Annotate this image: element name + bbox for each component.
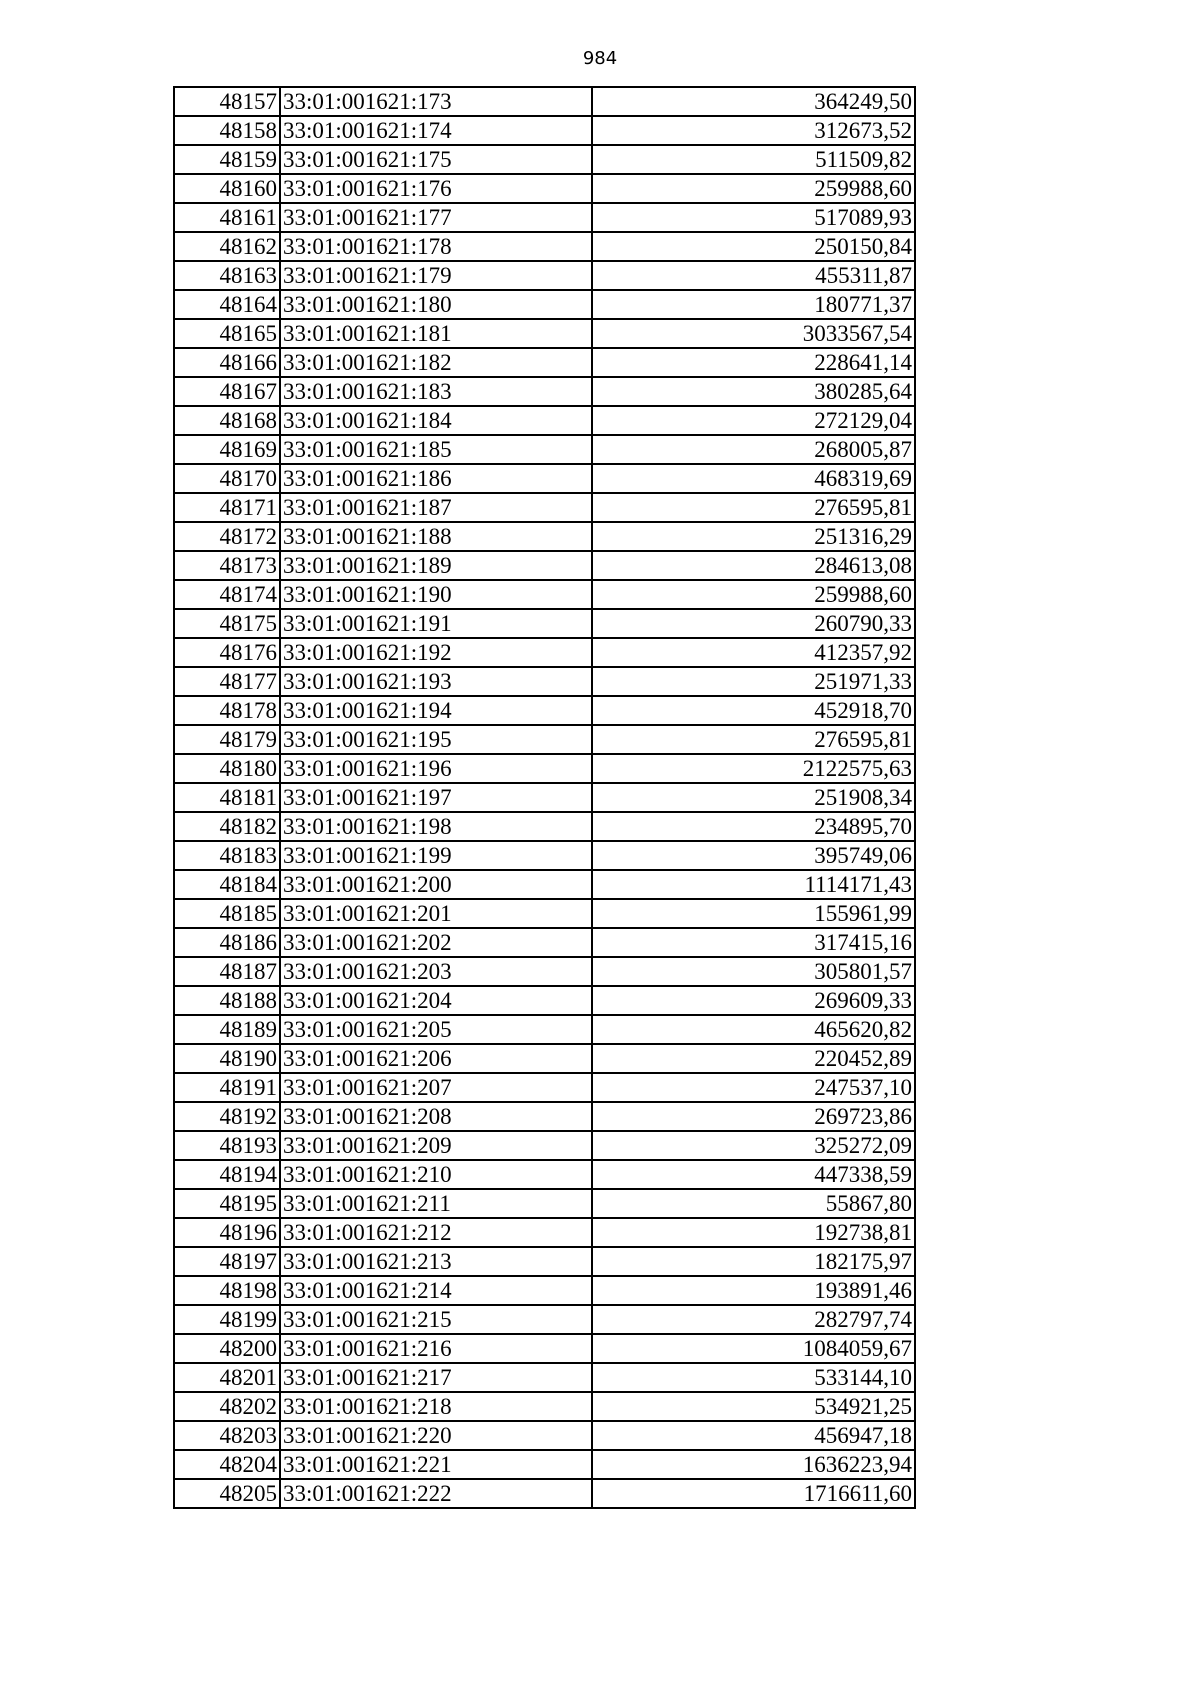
- row-number-cell: 48184: [174, 870, 280, 899]
- table-row: [174, 551, 915, 580]
- table-row: [174, 1247, 915, 1276]
- cadastral-number-cell: 33:01:001621:193: [280, 667, 592, 696]
- cadastral-number-cell: 33:01:001621:217: [280, 1363, 592, 1392]
- cadastral-number-cell: 33:01:001621:210: [280, 1160, 592, 1189]
- cadastral-value-cell: 452918,70: [592, 696, 915, 725]
- row-number-cell: 48165: [174, 319, 280, 348]
- cadastral-value-cell: 272129,04: [592, 406, 915, 435]
- table-row: [174, 1160, 915, 1189]
- row-number-cell: 48202: [174, 1392, 280, 1421]
- cadastral-value-cell: 251316,29: [592, 522, 915, 551]
- table-row: [174, 812, 915, 841]
- cadastral-value-cell: 534921,25: [592, 1392, 915, 1421]
- row-number-cell: 48168: [174, 406, 280, 435]
- cadastral-number-cell: 33:01:001621:180: [280, 290, 592, 319]
- cadastral-number-cell: 33:01:001621:176: [280, 174, 592, 203]
- cadastral-value-cell: 276595,81: [592, 493, 915, 522]
- row-number-cell: 48163: [174, 261, 280, 290]
- table-row: [174, 493, 915, 522]
- table-row: [174, 899, 915, 928]
- cadastral-value-cell: 312673,52: [592, 116, 915, 145]
- row-number-cell: 48179: [174, 725, 280, 754]
- row-number-cell: 48188: [174, 986, 280, 1015]
- row-number-cell: 48172: [174, 522, 280, 551]
- cadastral-value-cell: 259988,60: [592, 174, 915, 203]
- table-row: [174, 1073, 915, 1102]
- row-number-cell: 48193: [174, 1131, 280, 1160]
- row-number-cell: 48199: [174, 1305, 280, 1334]
- table-row: [174, 609, 915, 638]
- table-row: [174, 1015, 915, 1044]
- row-number-cell: 48178: [174, 696, 280, 725]
- cadastral-value-cell: 1114171,43: [592, 870, 915, 899]
- cadastral-number-cell: 33:01:001621:220: [280, 1421, 592, 1450]
- row-number-cell: 48175: [174, 609, 280, 638]
- cadastral-number-cell: 33:01:001621:189: [280, 551, 592, 580]
- cadastral-number-cell: 33:01:001621:184: [280, 406, 592, 435]
- cadastral-value-cell: 247537,10: [592, 1073, 915, 1102]
- row-number-cell: 48187: [174, 957, 280, 986]
- row-number-cell: 48181: [174, 783, 280, 812]
- table-row: [174, 435, 915, 464]
- cadastral-number-cell: 33:01:001621:175: [280, 145, 592, 174]
- cadastral-value-cell: 276595,81: [592, 725, 915, 754]
- row-number-cell: 48157: [174, 87, 280, 116]
- row-number-cell: 48196: [174, 1218, 280, 1247]
- cadastral-value-cell: 468319,69: [592, 464, 915, 493]
- table-row: [174, 1392, 915, 1421]
- row-number-cell: 48189: [174, 1015, 280, 1044]
- row-number-cell: 48200: [174, 1334, 280, 1363]
- cadastral-value-cell: 251971,33: [592, 667, 915, 696]
- row-number-cell: 48185: [174, 899, 280, 928]
- cadastral-value-cell: 234895,70: [592, 812, 915, 841]
- cadastral-number-cell: 33:01:001621:222: [280, 1479, 592, 1508]
- table-row: [174, 1334, 915, 1363]
- table-row: [174, 1276, 915, 1305]
- cadastral-value-cell: 220452,89: [592, 1044, 915, 1073]
- cadastral-number-cell: 33:01:001621:195: [280, 725, 592, 754]
- cadastral-number-cell: 33:01:001621:202: [280, 928, 592, 957]
- cadastral-value-cell: 269609,33: [592, 986, 915, 1015]
- cadastral-number-cell: 33:01:001621:187: [280, 493, 592, 522]
- cadastral-value-cell: 182175,97: [592, 1247, 915, 1276]
- row-number-cell: 48174: [174, 580, 280, 609]
- row-number-cell: 48158: [174, 116, 280, 145]
- row-number-cell: 48160: [174, 174, 280, 203]
- table-body: [174, 87, 915, 1508]
- cadastral-number-cell: 33:01:001621:205: [280, 1015, 592, 1044]
- cadastral-number-cell: 33:01:001621:188: [280, 522, 592, 551]
- cadastral-number-cell: 33:01:001621:203: [280, 957, 592, 986]
- row-number-cell: 48169: [174, 435, 280, 464]
- cadastral-value-cell: 511509,82: [592, 145, 915, 174]
- cadastral-number-cell: 33:01:001621:211: [280, 1189, 592, 1218]
- cadastral-number-cell: 33:01:001621:179: [280, 261, 592, 290]
- table-row: [174, 174, 915, 203]
- table-row: [174, 232, 915, 261]
- cadastral-value-cell: 517089,93: [592, 203, 915, 232]
- cadastral-value-cell: 228641,14: [592, 348, 915, 377]
- table-row: [174, 783, 915, 812]
- cadastral-value-cell: 447338,59: [592, 1160, 915, 1189]
- cadastral-number-cell: 33:01:001621:201: [280, 899, 592, 928]
- table-row: [174, 986, 915, 1015]
- cadastral-value-cell: 180771,37: [592, 290, 915, 319]
- cadastral-number-cell: 33:01:001621:214: [280, 1276, 592, 1305]
- row-number-cell: 48180: [174, 754, 280, 783]
- row-number-cell: 48201: [174, 1363, 280, 1392]
- table-row: [174, 725, 915, 754]
- row-number-cell: 48186: [174, 928, 280, 957]
- row-number-cell: 48195: [174, 1189, 280, 1218]
- cadastral-value-cell: 55867,80: [592, 1189, 915, 1218]
- row-number-cell: 48198: [174, 1276, 280, 1305]
- cadastral-value-cell: 251908,34: [592, 783, 915, 812]
- row-number-cell: 48205: [174, 1479, 280, 1508]
- table-row: [174, 1479, 915, 1508]
- table-row: [174, 667, 915, 696]
- table-row: [174, 203, 915, 232]
- row-number-cell: 48173: [174, 551, 280, 580]
- table-row: [174, 1450, 915, 1479]
- cadastral-number-cell: 33:01:001621:186: [280, 464, 592, 493]
- row-number-cell: 48161: [174, 203, 280, 232]
- cadastral-number-cell: 33:01:001621:191: [280, 609, 592, 638]
- row-number-cell: 48204: [174, 1450, 280, 1479]
- cadastral-number-cell: 33:01:001621:215: [280, 1305, 592, 1334]
- cadastral-value-cell: 317415,16: [592, 928, 915, 957]
- table-row: [174, 348, 915, 377]
- cadastral-value-cell: 260790,33: [592, 609, 915, 638]
- page-number: 984: [582, 48, 618, 69]
- row-number-cell: 48191: [174, 1073, 280, 1102]
- cadastral-value-cell: 1716611,60: [592, 1479, 915, 1508]
- cadastral-value-cell: 412357,92: [592, 638, 915, 667]
- cadastral-value-cell: 155961,99: [592, 899, 915, 928]
- table-row: [174, 1421, 915, 1450]
- row-number-cell: 48170: [174, 464, 280, 493]
- table-row: [174, 377, 915, 406]
- row-number-cell: 48171: [174, 493, 280, 522]
- cadastral-number-cell: 33:01:001621:185: [280, 435, 592, 464]
- table-row: [174, 928, 915, 957]
- cadastral-value-cell: 364249,50: [592, 87, 915, 116]
- row-number-cell: 48176: [174, 638, 280, 667]
- cadastral-number-cell: 33:01:001621:182: [280, 348, 592, 377]
- cadastral-value-cell: 259988,60: [592, 580, 915, 609]
- table-row: [174, 464, 915, 493]
- cadastral-value-cell: 1084059,67: [592, 1334, 915, 1363]
- cadastral-value-cell: 1636223,94: [592, 1450, 915, 1479]
- table-row: [174, 841, 915, 870]
- cadastral-number-cell: 33:01:001621:206: [280, 1044, 592, 1073]
- cadastral-value-cell: 284613,08: [592, 551, 915, 580]
- cadastral-value-cell: 380285,64: [592, 377, 915, 406]
- table-row: [174, 261, 915, 290]
- cadastral-number-cell: 33:01:001621:197: [280, 783, 592, 812]
- row-number-cell: 48194: [174, 1160, 280, 1189]
- cadastral-value-cell: 282797,74: [592, 1305, 915, 1334]
- cadastral-number-cell: 33:01:001621:204: [280, 986, 592, 1015]
- cadastral-number-cell: 33:01:001621:218: [280, 1392, 592, 1421]
- table-row: [174, 116, 915, 145]
- cadastral-number-cell: 33:01:001621:213: [280, 1247, 592, 1276]
- table-row: [174, 1102, 915, 1131]
- table-row: [174, 1363, 915, 1392]
- cadastral-value-cell: 455311,87: [592, 261, 915, 290]
- cadastral-number-cell: 33:01:001621:200: [280, 870, 592, 899]
- cadastral-number-cell: 33:01:001621:209: [280, 1131, 592, 1160]
- cadastral-number-cell: 33:01:001621:194: [280, 696, 592, 725]
- table-row: [174, 1189, 915, 1218]
- cadastral-number-cell: 33:01:001621:181: [280, 319, 592, 348]
- table-row: [174, 522, 915, 551]
- table-row: [174, 754, 915, 783]
- cadastral-number-cell: 33:01:001621:183: [280, 377, 592, 406]
- cadastral-number-cell: 33:01:001621:192: [280, 638, 592, 667]
- cadastral-value-cell: 193891,46: [592, 1276, 915, 1305]
- cadastral-number-cell: 33:01:001621:208: [280, 1102, 592, 1131]
- table-row: [174, 957, 915, 986]
- cadastral-number-cell: 33:01:001621:190: [280, 580, 592, 609]
- table-row: [174, 870, 915, 899]
- table-row: [174, 1131, 915, 1160]
- row-number-cell: 48182: [174, 812, 280, 841]
- table-row: [174, 145, 915, 174]
- row-number-cell: 48159: [174, 145, 280, 174]
- cadastral-value-cell: 465620,82: [592, 1015, 915, 1044]
- table-row: [174, 1218, 915, 1247]
- cadastral-value-cell: 268005,87: [592, 435, 915, 464]
- cadastral-number-cell: 33:01:001621:207: [280, 1073, 592, 1102]
- cadastral-value-cell: 250150,84: [592, 232, 915, 261]
- cadastral-number-cell: 33:01:001621:212: [280, 1218, 592, 1247]
- cadastral-number-cell: 33:01:001621:178: [280, 232, 592, 261]
- cadastral-number-cell: 33:01:001621:174: [280, 116, 592, 145]
- cadastral-value-cell: 269723,86: [592, 1102, 915, 1131]
- cadastral-number-cell: 33:01:001621:198: [280, 812, 592, 841]
- cadastral-number-cell: 33:01:001621:221: [280, 1450, 592, 1479]
- table-row: [174, 290, 915, 319]
- table-row: [174, 696, 915, 725]
- table-row: [174, 406, 915, 435]
- cadastral-number-cell: 33:01:001621:196: [280, 754, 592, 783]
- table-row: [174, 319, 915, 348]
- row-number-cell: 48162: [174, 232, 280, 261]
- cadastral-value-cell: 3033567,54: [592, 319, 915, 348]
- table-row: [174, 87, 915, 116]
- row-number-cell: 48177: [174, 667, 280, 696]
- cadastral-value-table: [173, 86, 916, 1509]
- row-number-cell: 48166: [174, 348, 280, 377]
- row-number-cell: 48197: [174, 1247, 280, 1276]
- row-number-cell: 48203: [174, 1421, 280, 1450]
- cadastral-value-cell: 533144,10: [592, 1363, 915, 1392]
- cadastral-value-cell: 395749,06: [592, 841, 915, 870]
- row-number-cell: 48164: [174, 290, 280, 319]
- row-number-cell: 48167: [174, 377, 280, 406]
- row-number-cell: 48190: [174, 1044, 280, 1073]
- cadastral-value-cell: 456947,18: [592, 1421, 915, 1450]
- cadastral-value-cell: 305801,57: [592, 957, 915, 986]
- cadastral-value-cell: 2122575,63: [592, 754, 915, 783]
- row-number-cell: 48183: [174, 841, 280, 870]
- table-row: [174, 1305, 915, 1334]
- row-number-cell: 48192: [174, 1102, 280, 1131]
- cadastral-value-cell: 192738,81: [592, 1218, 915, 1247]
- table-row: [174, 1044, 915, 1073]
- cadastral-number-cell: 33:01:001621:173: [280, 87, 592, 116]
- cadastral-number-cell: 33:01:001621:199: [280, 841, 592, 870]
- cadastral-value-cell: 325272,09: [592, 1131, 915, 1160]
- cadastral-number-cell: 33:01:001621:216: [280, 1334, 592, 1363]
- table-row: [174, 638, 915, 667]
- table-row: [174, 580, 915, 609]
- cadastral-number-cell: 33:01:001621:177: [280, 203, 592, 232]
